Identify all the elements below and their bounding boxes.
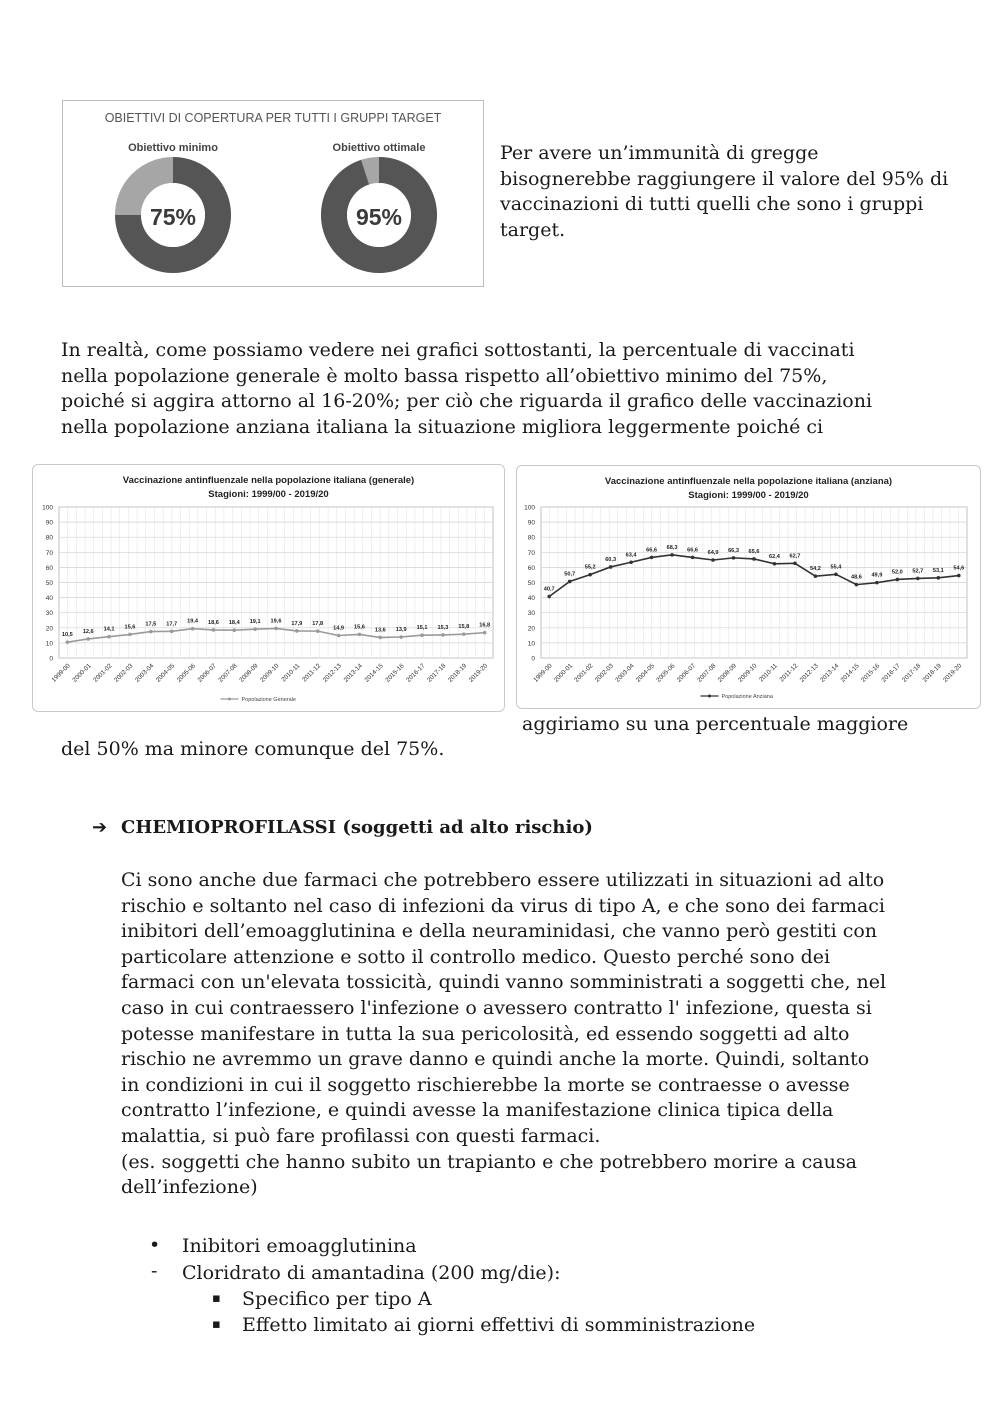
section-heading: CHEMIOPROFILASSI (soggetti ad alto rischio)	[121, 817, 593, 838]
body-line: caso in cui contraessero l'infezione o avessero contratto l' infezione, questa si	[121, 996, 872, 1019]
data-point	[609, 565, 613, 569]
intro-line: In realtà, come possiamo vedere nei grafici sottostanti, la percentuale di vaccinati	[61, 339, 855, 361]
data-point	[814, 574, 818, 578]
x-tick-label: 2001-02	[573, 662, 595, 684]
x-tick-label: 2003-04	[614, 662, 636, 684]
data-point	[253, 627, 257, 631]
legend-marker-icon	[708, 695, 711, 698]
y-tick-label: 90	[527, 519, 535, 527]
legend-label: Popolazione Anziana	[721, 694, 773, 700]
data-point	[629, 560, 633, 564]
donut-label-optimal: Obiettivo ottimale	[332, 142, 426, 154]
x-tick-label: 2017-18	[426, 662, 448, 684]
y-tick-label: 70	[45, 549, 53, 557]
data-point	[937, 576, 941, 580]
data-point	[170, 629, 174, 633]
data-label: 18,6	[207, 619, 219, 626]
x-tick-label: 2002-03	[593, 662, 616, 684]
data-label: 12,6	[82, 628, 94, 635]
x-tick-label: 2019-20	[467, 662, 490, 684]
data-point	[441, 633, 445, 637]
data-label: 15,1	[416, 625, 428, 632]
x-tick-label: 2019-20	[941, 662, 964, 684]
data-label: 17,8	[312, 621, 324, 628]
data-label: 17,5	[145, 621, 157, 628]
x-tick-label: 2006-07	[675, 662, 697, 684]
data-point	[691, 556, 695, 560]
x-tick-label: 2007-08	[217, 662, 239, 684]
data-label: 14,9	[333, 625, 345, 632]
coverage-donuts-svg	[63, 101, 483, 286]
x-tick-label: 2011-12	[778, 662, 800, 684]
data-label: 13,6	[374, 627, 386, 634]
x-tick-label: 2018-19	[446, 662, 469, 684]
chart-elderly-card	[516, 465, 981, 709]
chart-general	[33, 465, 504, 711]
y-tick-label: 60	[527, 564, 535, 572]
data-label: 55,4	[830, 564, 842, 571]
y-tick-label: 60	[45, 564, 53, 572]
data-point	[711, 558, 715, 562]
data-label: 68,3	[666, 544, 678, 551]
data-point	[483, 631, 487, 635]
data-point	[916, 577, 920, 581]
y-tick-label: 40	[45, 595, 53, 603]
data-point	[773, 562, 777, 566]
y-tick-label: 10	[527, 640, 535, 648]
square-bullet-marker: ▪	[212, 1317, 221, 1332]
x-tick-label: 2000-01	[71, 662, 93, 684]
x-tick-label: 2008-09	[238, 662, 260, 684]
x-tick-label: 2007-08	[696, 662, 718, 684]
data-label: 63,4	[625, 552, 637, 559]
list-item: Inibitori emoagglutinina	[182, 1235, 417, 1257]
x-tick-label: 2012-13	[798, 662, 820, 684]
y-tick-label: 20	[45, 625, 53, 633]
data-label: 55,2	[584, 564, 596, 571]
intro-line: poiché si aggira attorno al 16-20%; per ciò che riguarda il grafico delle vaccinazioni	[61, 390, 873, 413]
y-tick-label: 80	[527, 534, 535, 542]
donut-value-optimal: 95%	[355, 204, 403, 230]
y-tick-label: 90	[45, 519, 53, 527]
data-label: 19,6	[270, 618, 282, 625]
data-label: 53,1	[932, 567, 944, 574]
x-tick-label: 2009-10	[259, 662, 281, 684]
data-point	[588, 573, 592, 577]
data-point	[337, 634, 341, 638]
x-tick-label: 2001-02	[92, 662, 114, 684]
data-point	[232, 628, 236, 632]
data-point	[420, 633, 424, 637]
x-tick-label: 2014-15	[839, 662, 861, 684]
data-point	[66, 640, 70, 644]
data-label: 17,7	[166, 621, 178, 628]
data-point	[399, 635, 403, 639]
x-tick-label: 2014-15	[363, 662, 385, 684]
x-tick-label: 2003-04	[133, 662, 156, 684]
body-line: inibitori dell’emoagglutinina e della neuraminidasi, che vanno però gestiti con	[121, 920, 878, 943]
chart-title: Vaccinazione antinfluenzale nella popolazione italiana (generale)	[122, 475, 415, 486]
coverage-goals-figure	[62, 100, 484, 287]
data-point	[274, 627, 278, 631]
data-point	[834, 573, 838, 577]
legend-label: Popolazione Generale	[241, 697, 296, 703]
body-line: rischio e soltanto nel caso di infezioni da virus di tipo A, e che sono dei farmaci	[121, 894, 886, 917]
data-label: 15,8	[458, 624, 470, 631]
x-tick-label: 2010-11	[280, 662, 302, 684]
x-tick-label: 2013-14	[342, 662, 364, 684]
data-point	[732, 556, 736, 560]
y-tick-label: 100	[524, 504, 535, 512]
x-tick-label: 2005-06	[175, 662, 197, 684]
data-label: 54,2	[809, 566, 821, 573]
data-point	[107, 635, 111, 639]
x-tick-label: 2005-06	[655, 662, 677, 684]
data-point	[855, 583, 859, 587]
data-label: 50,7	[564, 571, 576, 578]
x-tick-label: 2018-19	[921, 662, 943, 684]
data-label: 52,0	[891, 569, 903, 576]
x-tick-label: 2006-07	[196, 662, 218, 684]
y-tick-label: 30	[527, 610, 535, 618]
x-tick-label: 2009-10	[737, 662, 759, 684]
donut-value-minimum: 75%	[149, 204, 197, 230]
data-label: 15,6	[354, 624, 365, 631]
body-line: (es. soggetti che hanno subito un trapianto e che potrebbero morire a causa	[121, 1150, 857, 1173]
data-label: 49,9	[871, 572, 883, 579]
data-point	[462, 632, 466, 636]
data-label: 16,8	[479, 622, 491, 629]
chart-subtitle: Stagioni: 1999/00 - 2019/20	[208, 489, 329, 500]
data-point	[358, 633, 362, 637]
data-label: 66,6	[646, 547, 658, 554]
y-tick-label: 30	[45, 610, 53, 618]
y-tick-label: 50	[45, 580, 53, 587]
data-point	[896, 578, 900, 582]
data-point	[212, 628, 216, 632]
data-label: 10,5	[61, 632, 73, 639]
x-tick-label: 1999-00	[532, 662, 554, 684]
data-label: 65,6	[748, 548, 760, 555]
data-label: 18,4	[228, 620, 240, 627]
data-point	[957, 574, 961, 578]
donut-figure-title: OBIETTIVI DI COPERTURA PER TUTTI I GRUPPI TARGET	[104, 111, 442, 125]
data-point	[547, 595, 551, 599]
bullet-marker: •	[149, 1234, 161, 1256]
intro-line: nella popolazione generale è molto bassa rispetto all’obiettivo minimo del 75%,	[61, 364, 828, 387]
y-tick-label: 100	[42, 504, 53, 512]
section-body	[121, 868, 951, 1201]
arrow-icon: ➔	[92, 817, 108, 838]
x-tick-label: 2004-05	[154, 662, 177, 684]
x-tick-label: 2008-09	[716, 662, 738, 684]
data-point	[650, 556, 654, 560]
x-tick-label: 2011-12	[301, 662, 323, 684]
x-tick-label: 2015-16	[860, 662, 882, 684]
data-point	[793, 562, 797, 566]
x-tick-label: 2015-16	[384, 662, 406, 684]
data-label: 52,7	[912, 568, 924, 575]
data-label: 19,1	[249, 619, 261, 626]
y-tick-label: 50	[527, 580, 535, 587]
dash-marker: -	[151, 1260, 158, 1282]
x-tick-label: 2010-11	[757, 662, 779, 684]
body-line: contratto l’infezione, e quindi avesse la manifestazione clinica tipica della	[121, 1099, 834, 1122]
data-label: 66,3	[728, 547, 739, 554]
y-tick-label: 10	[45, 640, 53, 648]
continuation-left: del 50% ma minore comunque del 75%.	[61, 738, 445, 760]
y-tick-label: 0	[49, 655, 53, 663]
intro-line: nella popolazione anziana italiana la situazione migliora leggermente poiché ci	[61, 415, 824, 438]
x-tick-label: 2002-03	[113, 662, 135, 684]
data-label: 40,7	[543, 586, 555, 593]
data-label: 48,6	[850, 574, 862, 581]
donut-label-minimum: Obiettivo minimo	[128, 142, 218, 154]
legend-marker-icon	[228, 698, 231, 701]
data-label: 13,9	[395, 627, 407, 634]
data-point	[379, 636, 383, 640]
body-line: malattia, si può fare profilassi con questi farmaci.	[121, 1124, 601, 1147]
data-point	[128, 633, 132, 637]
intro-paragraph	[61, 338, 872, 440]
body-line: Ci sono anche due farmaci che potrebbero essere utilizzati in situazioni ad alto	[121, 869, 885, 891]
body-line: particolare attenzione e sotto il controllo medico. Questo perché sono dei	[121, 945, 831, 968]
x-tick-label: 2016-17	[405, 662, 427, 684]
x-tick-label: 2004-05	[634, 662, 657, 684]
data-point	[295, 629, 299, 633]
data-label: 15,6	[124, 624, 136, 631]
chart-subtitle: Stagioni: 1999/00 - 2019/20	[688, 490, 809, 501]
data-point	[568, 580, 572, 584]
data-label: 17,9	[291, 620, 303, 627]
x-tick-label: 2012-13	[321, 662, 344, 684]
data-point	[875, 581, 879, 585]
x-tick-label: 2000-01	[552, 662, 575, 684]
y-tick-label: 20	[527, 625, 535, 633]
y-tick-label: 40	[527, 595, 535, 603]
data-point	[670, 553, 674, 557]
data-label: 60,3	[605, 556, 617, 563]
sublist-item: Specifico per tipo A	[242, 1288, 432, 1310]
data-point	[149, 630, 153, 634]
sublist-item: Effetto limitato ai giorni effettivi di somministrazione	[242, 1314, 756, 1336]
data-label: 54,6	[953, 565, 965, 572]
data-point	[752, 557, 756, 561]
data-label: 62,4	[769, 553, 780, 560]
data-label: 15,3	[437, 624, 449, 631]
body-line: dell’infezione)	[121, 1176, 258, 1199]
x-tick-label: 2016-17	[880, 662, 902, 684]
continuation-right: aggiriamo su una percentuale maggiore	[522, 713, 909, 735]
data-point	[316, 629, 320, 633]
x-tick-label: 1999-00	[50, 662, 72, 684]
y-tick-label: 80	[45, 534, 53, 542]
y-tick-label: 70	[527, 549, 535, 557]
body-line: farmaci con un'elevata tossicità, quindi vanno somministrati a soggetti che, nel	[121, 971, 887, 994]
list-item: Cloridrato di amantadina (200 mg/die):	[182, 1262, 561, 1284]
data-label: 62,7	[789, 553, 801, 560]
y-tick-label: 0	[531, 655, 535, 663]
body-line: potesse manifestare in tutta la sua pericolosità, ed essendo soggetti ad alto	[121, 1022, 850, 1045]
body-line: in condizioni in cui il soggetto rischierebbe la morte se contraesse o avesse	[121, 1073, 850, 1096]
chart-elderly	[517, 466, 980, 708]
herd-immunity-text: Per avere un’immunità di gregge bisognerebbe raggiungere il valore del 95% di vaccinazioni di tutti quelli che sono i gruppi target.	[500, 142, 949, 241]
x-tick-label: 2013-14	[819, 662, 841, 684]
chart-title: Vaccinazione antinfluenzale nella popolazione italiana (anziana)	[604, 476, 893, 487]
data-label: 14,1	[103, 626, 115, 633]
data-label: 19,4	[187, 618, 198, 625]
body-line: rischio ne avremmo un grave danno e quindi anche la morte. Quindi, soltanto	[121, 1048, 870, 1071]
x-tick-label: 2017-18	[900, 662, 923, 684]
data-label: 66,6	[687, 547, 699, 554]
data-point	[86, 637, 90, 641]
chart-general-card	[32, 464, 505, 712]
data-point	[191, 627, 195, 631]
data-label: 64,9	[707, 550, 719, 557]
square-bullet-marker: ▪	[212, 1291, 221, 1306]
